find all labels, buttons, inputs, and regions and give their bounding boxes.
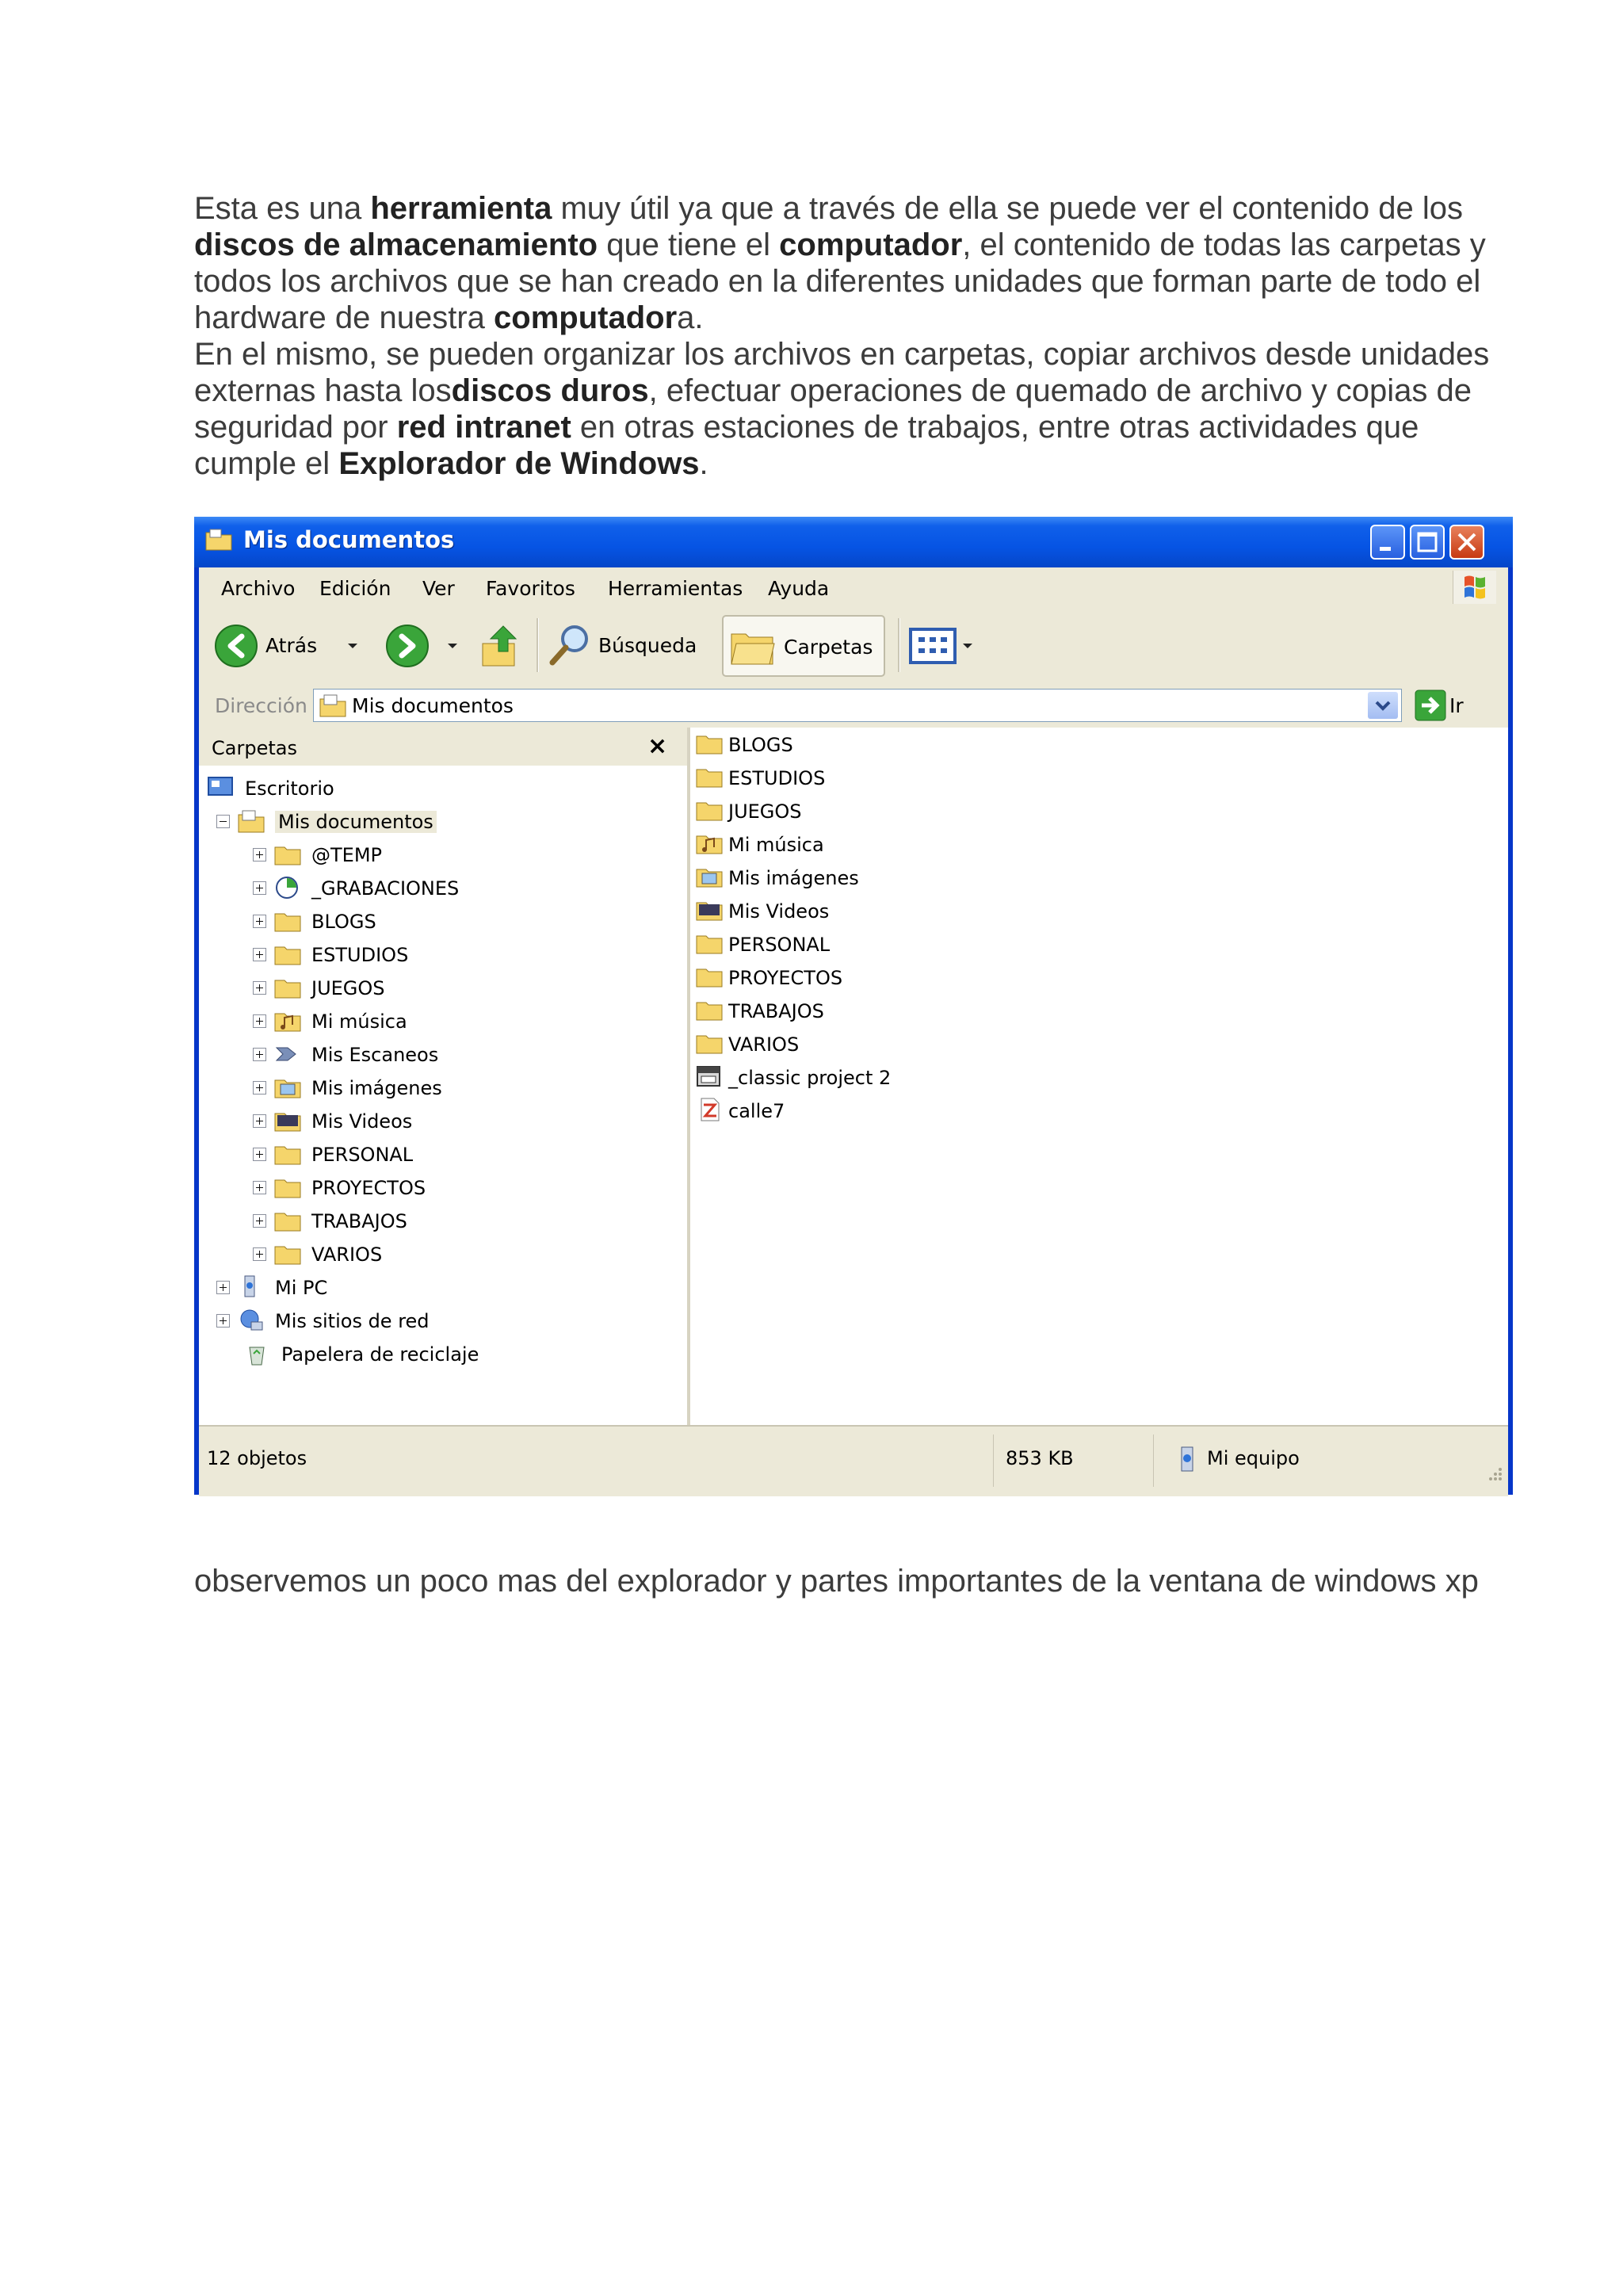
- expand-toggle[interactable]: [253, 1114, 266, 1128]
- folder-icon: [273, 1175, 302, 1200]
- search-button[interactable]: [548, 621, 714, 670]
- my-computer-icon: [1174, 1444, 1202, 1476]
- tree-item-mis-sitios-de-red[interactable]: Mis sitios de red: [204, 1305, 521, 1336]
- address-dropdown-button[interactable]: [1368, 692, 1398, 719]
- chevron-down-icon: [961, 642, 974, 650]
- folder-icon: [695, 930, 724, 956]
- folder-icon: [273, 1241, 302, 1266]
- address-input[interactable]: [313, 689, 1402, 722]
- recycle-bin-icon: [243, 1341, 272, 1366]
- folders-button[interactable]: [722, 615, 885, 677]
- resize-grip-icon[interactable]: [1483, 1465, 1503, 1485]
- folder-icon: [273, 1208, 302, 1233]
- document-file-icon: [695, 1097, 724, 1122]
- tree-item-blogs[interactable]: BLOGS: [204, 905, 521, 937]
- expand-toggle[interactable]: [253, 915, 266, 928]
- expand-toggle[interactable]: [216, 1314, 230, 1328]
- menu-edicion[interactable]: Edición: [319, 577, 391, 600]
- go-arrow-icon: [1415, 690, 1446, 721]
- maximize-icon: [1411, 526, 1443, 558]
- forward-button[interactable]: [384, 621, 472, 670]
- tree-item-estudios[interactable]: ESTUDIOS: [204, 938, 521, 970]
- scan-icon: [273, 1041, 302, 1067]
- my-documents-icon: [237, 808, 265, 834]
- menu-herramientas[interactable]: Herramientas: [608, 577, 743, 600]
- menu-bar: [199, 567, 1508, 608]
- video-folder-icon: [695, 897, 724, 923]
- file-item-varios[interactable]: VARIOS: [692, 1027, 898, 1060]
- my-computer-icon: [237, 1274, 265, 1300]
- desktop-icon: [207, 775, 235, 800]
- folders-icon: [730, 626, 777, 667]
- toolbar-separator: [898, 618, 900, 672]
- file-item-calle7[interactable]: calle7: [692, 1094, 898, 1127]
- pictures-folder-icon: [695, 864, 724, 889]
- tree-item-varios[interactable]: VARIOS: [204, 1238, 521, 1270]
- close-button[interactable]: [1449, 525, 1484, 560]
- file-item-blogs[interactable]: BLOGS: [692, 728, 898, 761]
- folder-icon: [695, 797, 724, 823]
- expand-toggle[interactable]: [253, 1247, 266, 1261]
- project-file-icon: [695, 1064, 724, 1089]
- file-item-classic-project[interactable]: _classic project 2: [692, 1060, 930, 1094]
- expand-toggle[interactable]: [253, 1148, 266, 1161]
- tree-item-mi-musica[interactable]: Mi música: [204, 1005, 521, 1037]
- folder-icon: [695, 964, 724, 989]
- search-label: Búsqueda: [598, 634, 697, 657]
- folder-icon: [205, 528, 232, 552]
- forward-arrow-icon: [384, 623, 430, 669]
- recording-icon: [273, 875, 302, 900]
- folders-label: Carpetas: [784, 636, 873, 659]
- music-folder-icon: [695, 831, 724, 856]
- tree-item-personal[interactable]: PERSONAL: [204, 1138, 521, 1170]
- views-icon: [909, 626, 958, 666]
- file-item-personal[interactable]: PERSONAL: [692, 927, 898, 961]
- collapse-toggle[interactable]: [216, 815, 230, 828]
- expand-toggle[interactable]: [253, 1014, 266, 1028]
- minimize-icon: [1372, 526, 1403, 558]
- views-button[interactable]: [909, 625, 980, 669]
- menu-archivo[interactable]: Archivo: [221, 577, 296, 600]
- intro-paragraph: Esta es una herramienta muy útil ya que a través de ella se puede ver el contenido de los discos de almacenamiento que tiene el computador, el contenido de todas las carpetas y todos los archivos que se han creado en la diferentes unidades que forman parte de todo el hardware de nuestra computadora. En el mismo, se pueden organizar los archivos en carpetas, copiar archivos desde unidades externas hasta losdiscos duros, efectuar operaciones de quemado de archivo y copias de seguridad por red intranet en otras estaciones de trabajos, entre otras actividades que cumple el Explorador de Windows.: [194, 191, 1490, 481]
- address-bar: [199, 683, 1508, 728]
- folder-icon: [273, 942, 302, 967]
- chevron-down-icon: [446, 642, 459, 650]
- expand-toggle[interactable]: [253, 881, 266, 895]
- my-documents-icon: [319, 693, 347, 718]
- tree-item-escritorio[interactable]: Escritorio: [204, 772, 441, 804]
- folders-pane: [199, 728, 690, 1425]
- maximize-button[interactable]: [1410, 525, 1445, 560]
- chevron-down-icon: [1368, 692, 1398, 719]
- go-label: Ir: [1449, 694, 1464, 717]
- status-object-count: 12 objetos: [207, 1447, 307, 1469]
- tree-item-mis-documentos[interactable]: Mis documentos: [204, 805, 457, 837]
- status-bar: [199, 1425, 1508, 1496]
- tree-item-mis-escaneos[interactable]: Mis Escaneos: [204, 1038, 521, 1070]
- expand-toggle[interactable]: [253, 1048, 266, 1061]
- folder-icon: [695, 764, 724, 789]
- tree-item-mis-videos[interactable]: Mis Videos: [204, 1105, 521, 1137]
- folder-icon: [695, 1030, 724, 1056]
- windows-flag-icon: [1453, 571, 1496, 604]
- expand-toggle[interactable]: [253, 1214, 266, 1228]
- tree-item-mis-imagenes[interactable]: Mis imágenes: [204, 1072, 521, 1103]
- back-arrow-icon: [213, 623, 259, 669]
- go-button[interactable]: [1411, 688, 1499, 723]
- status-size-cell: [995, 1435, 1154, 1487]
- standard-toolbar: [199, 607, 1508, 684]
- minimize-button[interactable]: [1370, 525, 1405, 560]
- back-button[interactable]: [213, 621, 372, 670]
- tree-item-grabaciones[interactable]: _GRABACIONES: [204, 872, 521, 904]
- expand-toggle[interactable]: [253, 948, 266, 961]
- music-folder-icon: [273, 1008, 302, 1033]
- file-item-estudios[interactable]: ESTUDIOS: [692, 761, 898, 794]
- tree-item-mi-pc[interactable]: Mi PC: [204, 1271, 457, 1303]
- file-item-mis-imagenes[interactable]: Mis imágenes: [692, 861, 898, 894]
- file-list: [690, 728, 1508, 1425]
- pictures-folder-icon: [273, 1075, 302, 1100]
- window-title: Mis documentos: [243, 526, 455, 553]
- video-folder-icon: [273, 1108, 302, 1133]
- folder-icon: [273, 975, 302, 1000]
- status-location: Mi equipo: [1207, 1447, 1300, 1469]
- file-item-proyectos[interactable]: PROYECTOS: [692, 961, 898, 994]
- toolbar-separator: [537, 618, 539, 672]
- folders-pane-header: [199, 728, 687, 766]
- tree-item-trabajos[interactable]: TRABAJOS: [204, 1205, 521, 1236]
- folder-icon: [273, 908, 302, 934]
- windows-logo: [1453, 571, 1496, 604]
- tree-item-papelera[interactable]: Papelera de reciclaje: [204, 1338, 537, 1370]
- status-count-cell: [199, 1435, 994, 1487]
- explorer-window: [194, 517, 1513, 1495]
- expand-toggle[interactable]: [253, 1181, 266, 1194]
- close-icon: [1451, 526, 1483, 558]
- status-location-cell: [1155, 1435, 1487, 1487]
- back-label: Atrás: [265, 634, 318, 657]
- folders-pane-close-button[interactable]: ×: [647, 732, 668, 760]
- expand-toggle[interactable]: [253, 848, 266, 861]
- file-item-mis-videos[interactable]: Mis Videos: [692, 894, 898, 927]
- tree-item-juegos[interactable]: JUEGOS: [204, 972, 521, 1003]
- address-value: Mis documentos: [352, 694, 514, 717]
- folder-icon: [695, 731, 724, 756]
- title-bar[interactable]: [194, 517, 1513, 567]
- up-folder-icon[interactable]: [479, 621, 524, 669]
- tree-item-proyectos[interactable]: PROYECTOS: [204, 1171, 521, 1203]
- folders-pane-title: Carpetas: [212, 737, 297, 759]
- menu-ayuda[interactable]: Ayuda: [768, 577, 830, 600]
- outro-paragraph: observemos un poco mas del explorador y partes importantes de la ventana de windows xp: [194, 1564, 1479, 1599]
- search-icon: [548, 623, 592, 667]
- expand-toggle[interactable]: [253, 981, 266, 995]
- folder-icon: [695, 997, 724, 1022]
- status-size: 853 KB: [1006, 1447, 1074, 1469]
- folder-icon: [273, 842, 302, 867]
- menu-favoritos[interactable]: Favoritos: [486, 577, 575, 600]
- chevron-down-icon: [346, 642, 359, 650]
- file-item-mi-musica[interactable]: Mi música: [692, 827, 898, 861]
- address-label: Dirección: [215, 694, 307, 717]
- menu-ver[interactable]: Ver: [422, 577, 455, 600]
- expand-toggle[interactable]: [253, 1081, 266, 1095]
- file-item-juegos[interactable]: JUEGOS: [692, 794, 898, 827]
- file-item-trabajos[interactable]: TRABAJOS: [692, 994, 898, 1027]
- network-icon: [237, 1308, 265, 1333]
- expand-toggle[interactable]: [216, 1281, 230, 1294]
- folder-icon: [273, 1141, 302, 1167]
- tree-item-temp[interactable]: @TEMP: [204, 839, 521, 870]
